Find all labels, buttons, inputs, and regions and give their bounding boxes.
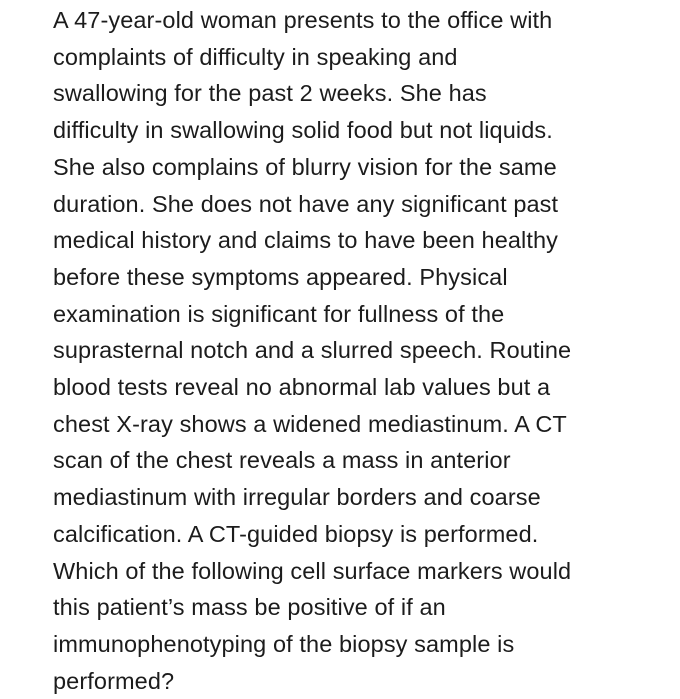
question-line: performed? xyxy=(53,667,175,694)
question-line: swallowing for the past 2 weeks. She has xyxy=(53,80,487,107)
question-line: Which of the following cell surface markers would xyxy=(53,557,572,584)
question-line: immunophenotyping of the biopsy sample is xyxy=(53,630,515,657)
question-line: before these symptoms appeared. Physical xyxy=(53,263,508,290)
question-line: scan of the chest reveals a mass in anterior xyxy=(53,447,511,474)
question-line: mediastinum with irregular borders and coarse xyxy=(53,484,541,511)
question-line: A 47-year-old woman presents to the office with xyxy=(53,7,553,33)
question-line: blood tests reveal no abnormal lab values but a xyxy=(53,374,551,401)
question-line: complaints of difficulty in speaking and xyxy=(53,43,458,70)
question-line: suprasternal notch and a slurred speech. Routine xyxy=(53,337,572,364)
question-line: this patient’s mass be positive of if an xyxy=(53,594,446,621)
question-line: duration. She does not have any significant past xyxy=(53,190,559,217)
question-line: calcification. A CT-guided biopsy is performed. xyxy=(53,520,539,547)
question-line: chest X-ray shows a widened mediastinum. A CT xyxy=(53,410,567,437)
question-line: examination is significant for fullness of the xyxy=(53,300,505,327)
question-line: medical history and claims to have been healthy xyxy=(53,227,559,254)
question-line: She also complains of blurry vision for the same xyxy=(53,153,557,180)
question-line: difficulty in swallowing solid food but not liquids. xyxy=(53,117,553,144)
question-paragraph xyxy=(53,2,673,699)
